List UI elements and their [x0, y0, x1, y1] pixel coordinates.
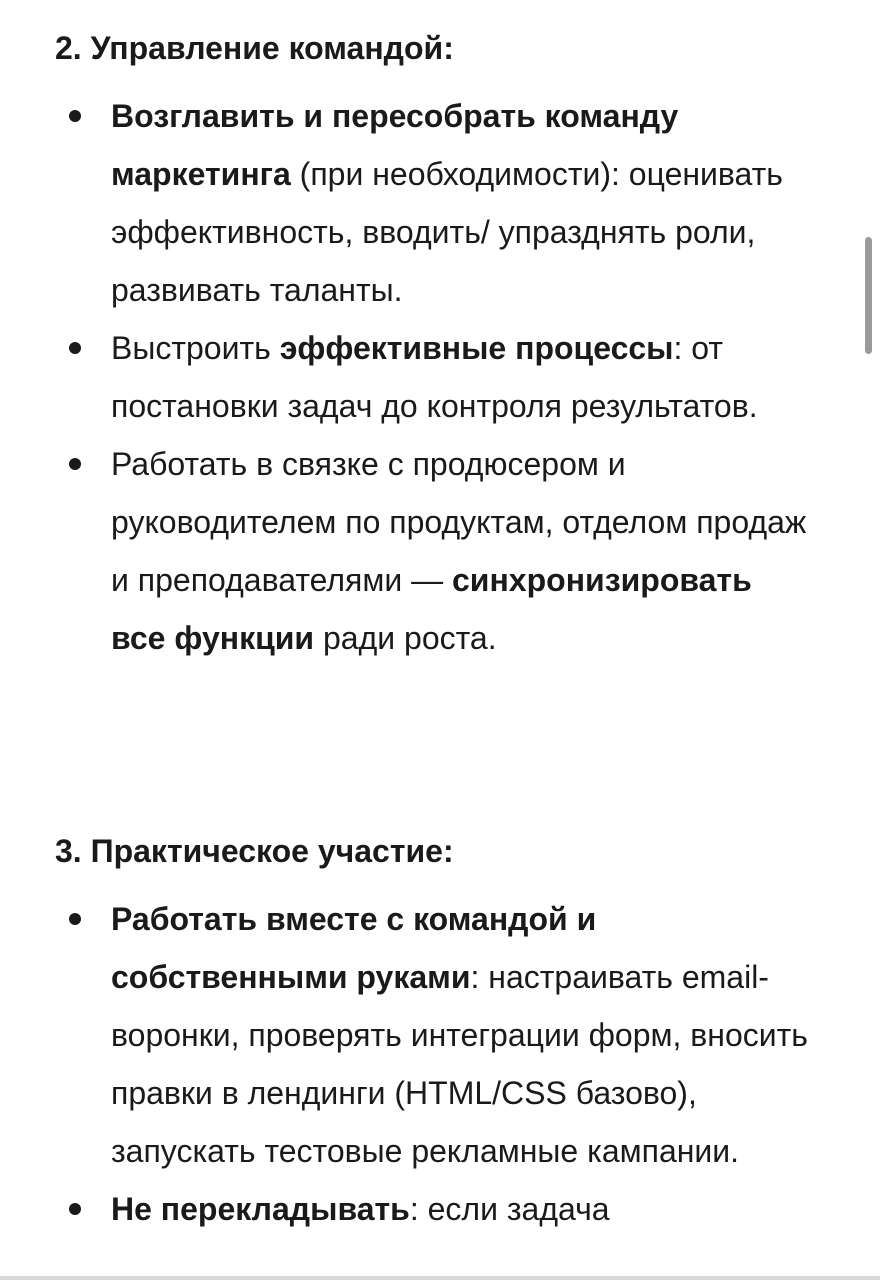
item-text: ради роста.: [314, 620, 497, 656]
bullet-list-practical-participation: [0, 890, 880, 1238]
bullet-icon: [69, 110, 81, 122]
item-text: Выстроить: [111, 330, 280, 366]
item-text: : настраивать email-воронки, проверять интеграции форм, вносить правки в лендинги (HTML/CSS базово), запускать тестовые рекламные кампании.: [111, 959, 808, 1169]
list-item: [0, 890, 811, 1180]
item-bold-text: Не перекладывать: [111, 1191, 410, 1227]
bottom-divider: [0, 1276, 880, 1280]
item-bold-text: Возглавить и пересобрать команду маркетинга: [111, 98, 679, 192]
list-item: [0, 319, 811, 435]
section-heading-practical-participation: 3. Практическое участие:: [55, 833, 454, 869]
item-text: (при необходимости): оценивать эффективность, вводить/ упразднять роли, развивать таланты.: [111, 156, 783, 308]
scrollbar-thumb[interactable]: [865, 237, 872, 354]
item-bold-text: синхронизировать все функции: [111, 562, 752, 656]
bullet-icon: [69, 458, 81, 470]
bullet-icon: [69, 1203, 81, 1215]
bullet-list-team-management: [0, 87, 880, 667]
list-item: [0, 435, 811, 667]
list-item: [0, 87, 811, 319]
item-bold-text: эффективные процессы: [279, 330, 674, 366]
item-text: Работать в связке с продюсером и руководителем по продуктам, отделом продаж и преподавателями —: [111, 446, 807, 598]
bullet-icon: [69, 913, 81, 925]
item-text: : от постановки задач до контроля результатов.: [111, 330, 758, 424]
list-item: [0, 1180, 811, 1238]
item-text: : если задача: [409, 1191, 610, 1227]
section-heading-team-management: 2. Управление командой:: [55, 30, 454, 66]
bullet-icon: [69, 342, 81, 354]
item-bold-text: Работать вместе с командой и собственными руками: [111, 901, 597, 995]
